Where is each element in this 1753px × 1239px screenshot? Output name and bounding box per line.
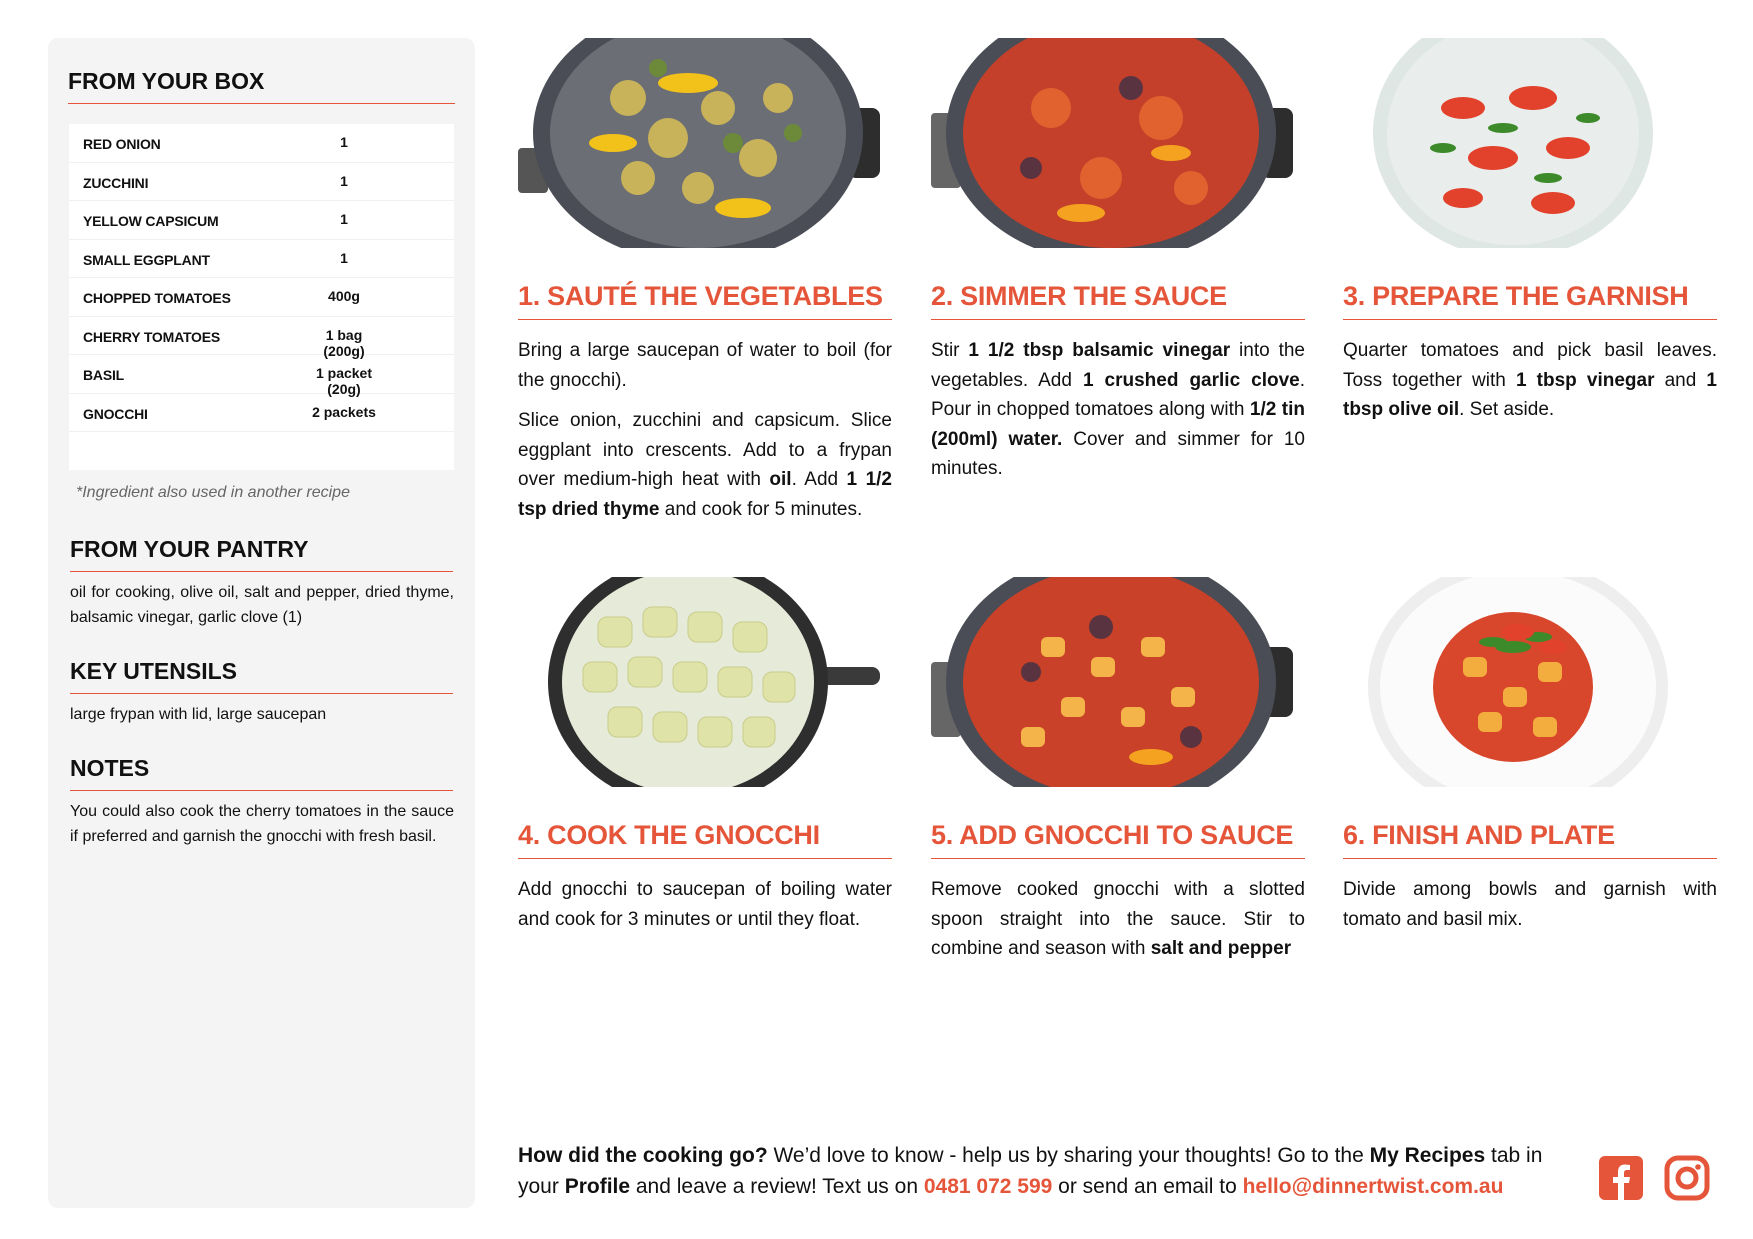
text: Stir: [931, 340, 969, 361]
ingredient-row: [69, 163, 454, 202]
utensils-text: large frypan with lid, large saucepan: [70, 706, 327, 723]
text: . Pour in chopped tomatoes along with: [931, 369, 1306, 420]
step-paragraph: [518, 406, 892, 524]
ingredient-row: [69, 240, 454, 279]
utensils-heading: KEY UTENSILS: [70, 658, 453, 694]
ingredient-name: CHERRY TOMATOES: [83, 328, 221, 345]
step-paragraph: [518, 875, 892, 934]
ingredient-qty: 1 packet (20g): [315, 365, 373, 397]
step-6-photo: [1343, 577, 1705, 787]
ingredient-qty: 1: [340, 172, 348, 189]
text: Slice onion, zucchini and capsicum. Slice eggplant into crescents. Add to a frypan over medium-high heat with: [518, 410, 892, 490]
text: Cover and simmer for 10 minutes.: [931, 428, 1306, 479]
step-4-photo: [518, 577, 880, 787]
step-4-title: 4. COOK THE GNOCCHI: [518, 820, 892, 859]
ingredient-qty: 400g: [328, 288, 360, 304]
text: . Set aside.: [1459, 399, 1555, 420]
step-4-text: [518, 875, 892, 945]
ingredient-name: YELLOW CAPSICUM: [83, 213, 219, 229]
ingredient-row: [69, 124, 454, 163]
step-1-photo: [518, 38, 880, 248]
step-paragraph: [1343, 875, 1717, 934]
step-6-text: [1343, 875, 1717, 945]
pantry-heading: FROM YOUR PANTRY: [70, 536, 453, 572]
text: or send an email to: [1052, 1175, 1243, 1198]
step-5-text: [931, 875, 1305, 975]
step-paragraph: [931, 336, 1305, 484]
ingredient-name: CHOPPED TOMATOES: [83, 290, 231, 306]
notes-text: You could also cook the cherry tomatoes in the sauce if preferred and garnish the gnocchi with fresh basil.: [70, 803, 454, 845]
bold-text: 1 crushed garlic clove: [1082, 369, 1300, 391]
step-5-title: 5. ADD GNOCCHI TO SAUCE: [931, 820, 1305, 859]
ingredient-name: ZUCCHINI: [83, 174, 149, 191]
text: tab in your: [518, 1144, 1543, 1198]
step-5-photo: [931, 577, 1293, 787]
ingredient-row: [69, 317, 454, 359]
step-3-title: 3. PREPARE THE GARNISH: [1343, 281, 1717, 320]
bold-text: 1 1/2 tbsp balsamic vinegar: [968, 340, 1231, 361]
text: Bring a large saucepan of water to boil (for the gnocchi).: [518, 340, 892, 391]
bold-text: My Recipes: [1369, 1144, 1486, 1167]
notes-heading: NOTES: [70, 755, 453, 791]
text: into the vegetables. Add: [931, 340, 1305, 391]
step-2-title: 2. SIMMER THE SAUCE: [931, 281, 1305, 320]
step-paragraph: [931, 875, 1305, 964]
bold-text: 1/2 tin (200ml) water.: [931, 399, 1305, 450]
phone-link[interactable]: 0481 072 599: [923, 1175, 1053, 1198]
bold-text: salt and pepper: [1150, 938, 1292, 959]
ingredient-name: BASIL: [83, 367, 125, 383]
ingredients-table: [69, 124, 454, 470]
step-1-text: [518, 336, 892, 535]
text: Quarter tomatoes and pick basil leaves. Toss together with: [1343, 340, 1717, 391]
from-your-box-heading: FROM YOUR BOX: [68, 68, 455, 104]
bold-text: 1 1/2 tsp dried thyme: [518, 469, 892, 520]
step-3-photo: [1343, 38, 1705, 248]
ingredient-qty: 1: [340, 134, 348, 150]
ingredient-qty: 1: [340, 211, 348, 227]
ingredient-qty: 1: [340, 249, 348, 266]
ingredients-sidebar: [48, 38, 475, 1208]
instagram-icon[interactable]: [1664, 1155, 1710, 1201]
ingredient-name: SMALL EGGPLANT: [83, 251, 210, 268]
step-2-photo: [931, 38, 1293, 248]
ingredient-row: [69, 355, 454, 397]
text: and cook for 5 minutes.: [659, 498, 863, 520]
step-1-title: 1. SAUTÉ THE VEGETABLES: [518, 281, 892, 320]
feedback-footer: [518, 1140, 1578, 1202]
step-paragraph: [518, 336, 892, 395]
text: . Add: [791, 469, 847, 490]
step-6-title: 6. FINISH AND PLATE: [1343, 820, 1717, 859]
ingredient-qty: 1 bag (200g): [323, 326, 365, 359]
ingredient-row: [69, 278, 454, 317]
step-2-text: [931, 336, 1305, 495]
ingredient-footnote: *Ingredient also used in another recipe: [76, 484, 350, 501]
facebook-icon[interactable]: [1598, 1155, 1644, 1201]
bold-text: How did the cooking go?: [518, 1144, 768, 1167]
bold-text: oil: [769, 469, 792, 490]
step-paragraph: [1343, 336, 1717, 425]
ingredient-row: [69, 201, 454, 240]
ingredient-row: [69, 394, 454, 433]
text: Add gnocchi to saucepan of boiling water and cook for 3 minutes or until they float.: [518, 879, 892, 930]
text: Remove cooked gnocchi with a slotted spoon straight into the sauce. Stir to combine and season with: [931, 879, 1305, 959]
ingredient-name: GNOCCHI: [83, 405, 148, 422]
ingredient-qty: 2 packets: [312, 403, 376, 420]
text: Divide among bowls and garnish with tomato and basil mix.: [1343, 879, 1717, 930]
pantry-text: oil for cooking, olive oil, salt and pepper, dried thyme, balsamic vinegar, garlic clove (1): [70, 584, 454, 626]
ingredient-name: RED ONION: [83, 136, 161, 152]
bold-text: Profile: [564, 1175, 631, 1198]
text: and leave a review! Text us on: [630, 1175, 924, 1198]
bold-text: 1 tbsp olive oil: [1343, 369, 1717, 420]
step-3-text: [1343, 336, 1717, 436]
text: We’d love to know - help us by sharing your thoughts! Go to the: [767, 1144, 1370, 1167]
text: and: [1654, 369, 1707, 391]
bold-text: 1 tbsp vinegar: [1515, 369, 1655, 391]
email-link[interactable]: hello@dinnertwist.com.au: [1242, 1175, 1504, 1198]
